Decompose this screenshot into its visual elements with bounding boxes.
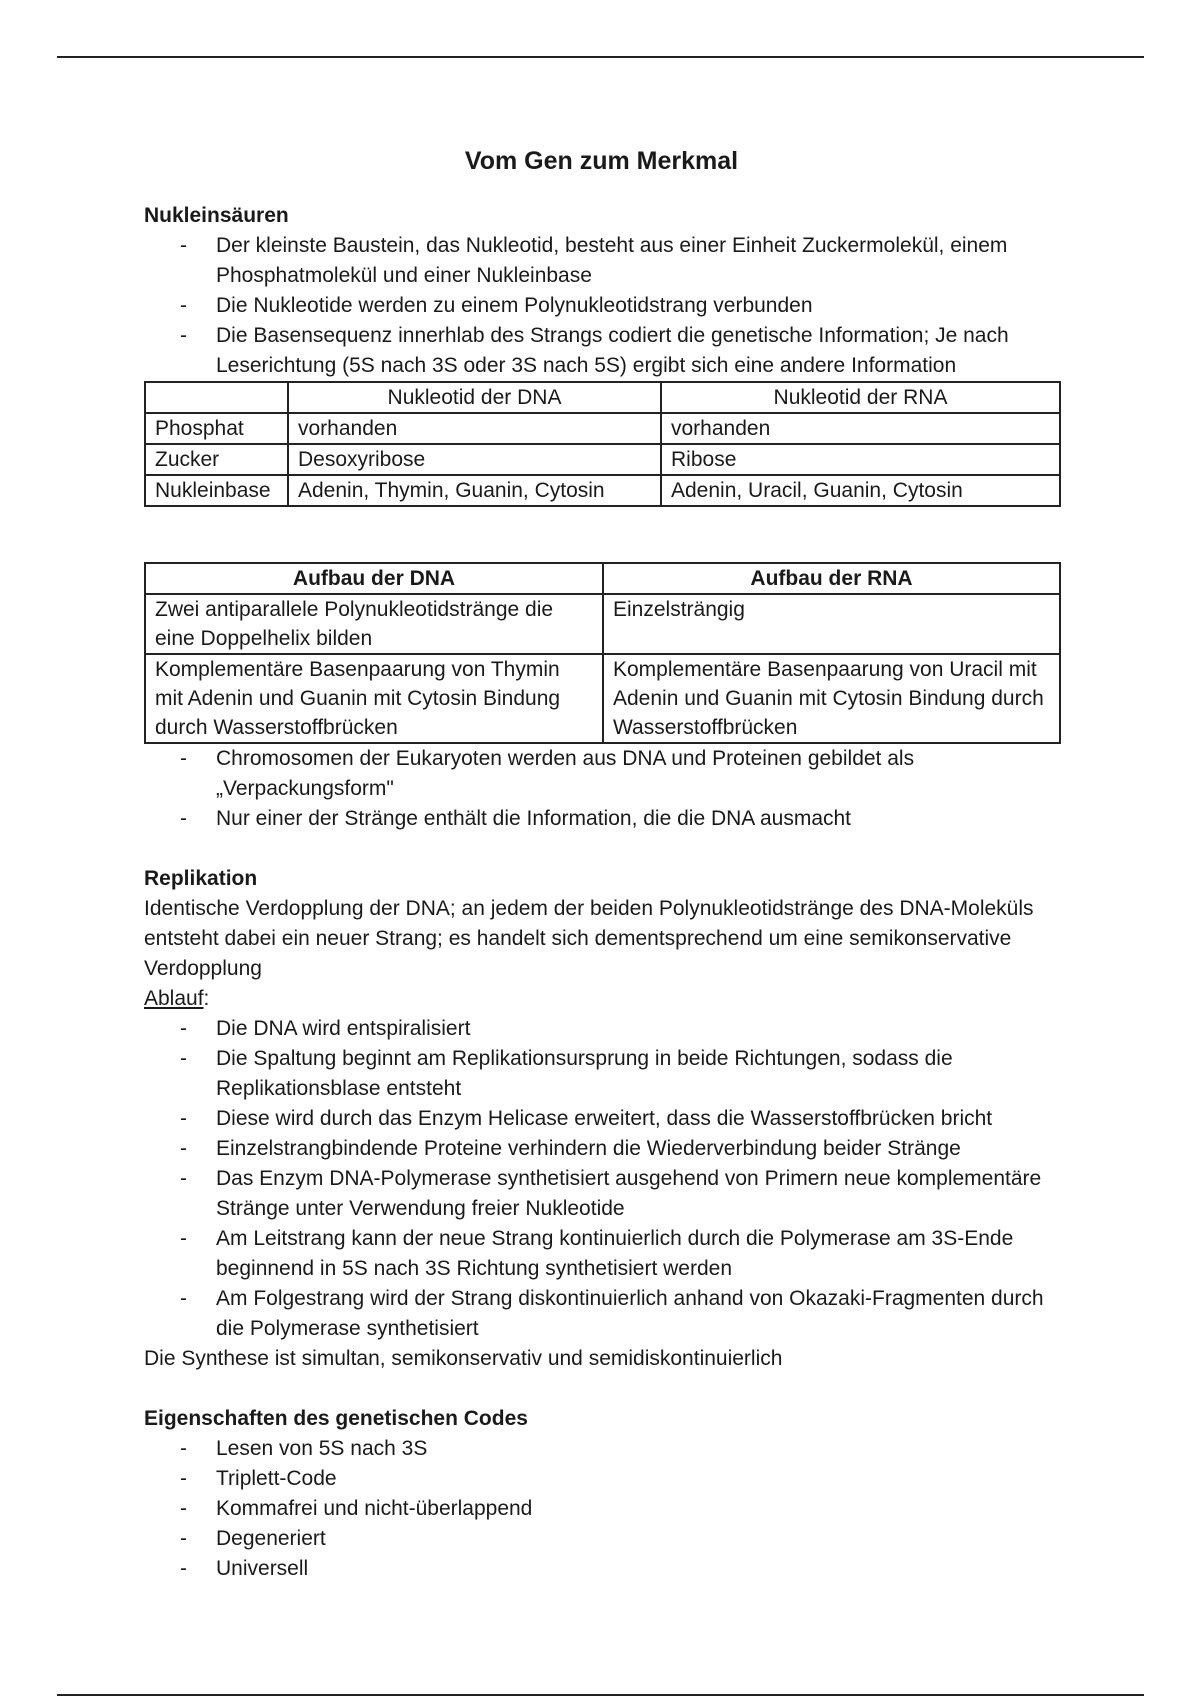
table-header-cell — [145, 382, 288, 413]
aufbau-table — [144, 562, 1061, 744]
list-item: - Lesen von 5S nach 3S — [144, 1434, 1059, 1464]
list-item: - Chromosomen der Eukaryoten werden aus DNA und Proteinen gebildet als „Verpackungsform" — [144, 744, 1059, 804]
list-item: - Am Folgestrang wird der Strang diskontinuierlich anhand von Okazaki-Fragmenten durch die Polymerase synthetisiert — [144, 1284, 1059, 1344]
page-title: Vom Gen zum Merkmal — [464, 147, 739, 175]
table-cell: Ribose — [661, 444, 1060, 475]
list-item: - Das Enzym DNA-Polymerase synthetisiert ausgehend von Primern neue komplementäre Stränge unter Verwendung freier Nukleotide — [144, 1164, 1059, 1224]
table-row — [145, 444, 1060, 475]
ablauf-list — [144, 1014, 1059, 1344]
section-heading-replikation: Replikation — [144, 867, 258, 890]
list-item: - Die Nukleotide werden zu einem Polynukleotidstrang verbunden — [144, 291, 1059, 321]
table-cell: Phosphat — [145, 413, 288, 444]
list-item: - Universell — [144, 1554, 1059, 1584]
table-header-row — [145, 563, 1060, 594]
table-cell: Komplementäre Basenpaarung von Uracil mit Adenin und Guanin mit Cytosin Bindung durch Wasserstoffbrücken — [603, 654, 1060, 743]
list-item: - Die DNA wird entspiralisiert — [144, 1014, 1059, 1044]
table-header-cell: Nukleotid der RNA — [661, 382, 1060, 413]
spacer — [144, 834, 1059, 864]
list-item: - Triplett-Code — [144, 1464, 1059, 1494]
table-row — [145, 475, 1060, 506]
table-cell: Adenin, Thymin, Guanin, Cytosin — [288, 475, 661, 506]
table-cell: Desoxyribose — [288, 444, 661, 475]
table-row — [145, 413, 1060, 444]
list-item: - Degeneriert — [144, 1524, 1059, 1554]
table-cell: vorhanden — [661, 413, 1060, 444]
ablauf-label — [144, 984, 1059, 1014]
replikation-summary: Die Synthese ist simultan, semikonservativ und semidiskontinuierlich — [144, 1347, 783, 1370]
table-cell: Einzelsträngig — [603, 594, 1060, 654]
ablauf-colon: : — [203, 987, 210, 1010]
list-item: - Einzelstrangbindende Proteine verhindern die Wiederverbindung beider Stränge — [144, 1134, 1059, 1164]
list-item: - Der kleinste Baustein, das Nukleotid, besteht aus einer Einheit Zuckermolekül, einem Phosphatmolekül und einer Nukleinbase — [144, 231, 1059, 291]
list-item: - Nur einer der Stränge enthält die Information, die die DNA ausmacht — [144, 804, 1059, 834]
table-cell: vorhanden — [288, 413, 661, 444]
table-header-cell: Aufbau der RNA — [603, 563, 1060, 594]
nukleotid-table — [144, 381, 1061, 507]
list-item: - Die Spaltung beginnt am Replikationsursprung in beide Richtungen, sodass die Replikationsblase entsteht — [144, 1044, 1059, 1104]
section-heading-nukleinsaeuren: Nukleinsäuren — [144, 204, 289, 227]
ablauf-label-text: Ablauf — [144, 987, 204, 1010]
nukleinsaeuren-list — [144, 231, 1059, 381]
chromosomen-list — [144, 744, 1059, 834]
table-cell: Komplementäre Basenpaarung von Thymin mit Adenin und Guanin mit Cytosin Bindung durch Wasserstoffbrücken — [145, 654, 603, 743]
list-item: - Am Leitstrang kann der neue Strang kontinuierlich durch die Polymerase am 3S-Ende beginnend in 5S nach 3S Richtung synthetisiert werden — [144, 1224, 1059, 1284]
table-header-cell: Nukleotid der DNA — [288, 382, 661, 413]
top-rule — [57, 56, 1144, 58]
table-cell: Nukleinbase — [145, 475, 288, 506]
list-item: - Die Basensequenz innerhlab des Strangs codiert die genetische Information; Je nach Leserichtung (5S nach 3S oder 3S nach 5S) ergibt sich eine andere Information — [144, 321, 1059, 381]
document-body — [144, 143, 1059, 1584]
table-cell: Zwei antiparallele Polynukleotidstränge die eine Doppelhelix bilden — [145, 594, 603, 654]
list-item: - Diese wird durch das Enzym Helicase erweitert, dass die Wasserstoffbrücken bricht — [144, 1104, 1059, 1134]
bottom-rule — [57, 1694, 1144, 1696]
table-cell: Zucker — [145, 444, 288, 475]
replikation-intro: Identische Verdopplung der DNA; an jedem der beiden Polynukleotidstränge des DNA-Moleküls entsteht dabei ein neuer Strang; es handelt sich dementsprechend um eine semikonservative Verdopplung — [144, 897, 1034, 980]
code-list — [144, 1434, 1059, 1584]
spacer — [144, 507, 1059, 562]
section-heading-code: Eigenschaften des genetischen Codes — [144, 1407, 528, 1430]
table-row — [145, 594, 1060, 654]
list-item: - Kommafrei und nicht-überlappend — [144, 1494, 1059, 1524]
spacer — [144, 1374, 1059, 1404]
table-header-cell: Aufbau der DNA — [145, 563, 603, 594]
table-cell: Adenin, Uracil, Guanin, Cytosin — [661, 475, 1060, 506]
table-row — [145, 654, 1060, 743]
table-header-row — [145, 382, 1060, 413]
